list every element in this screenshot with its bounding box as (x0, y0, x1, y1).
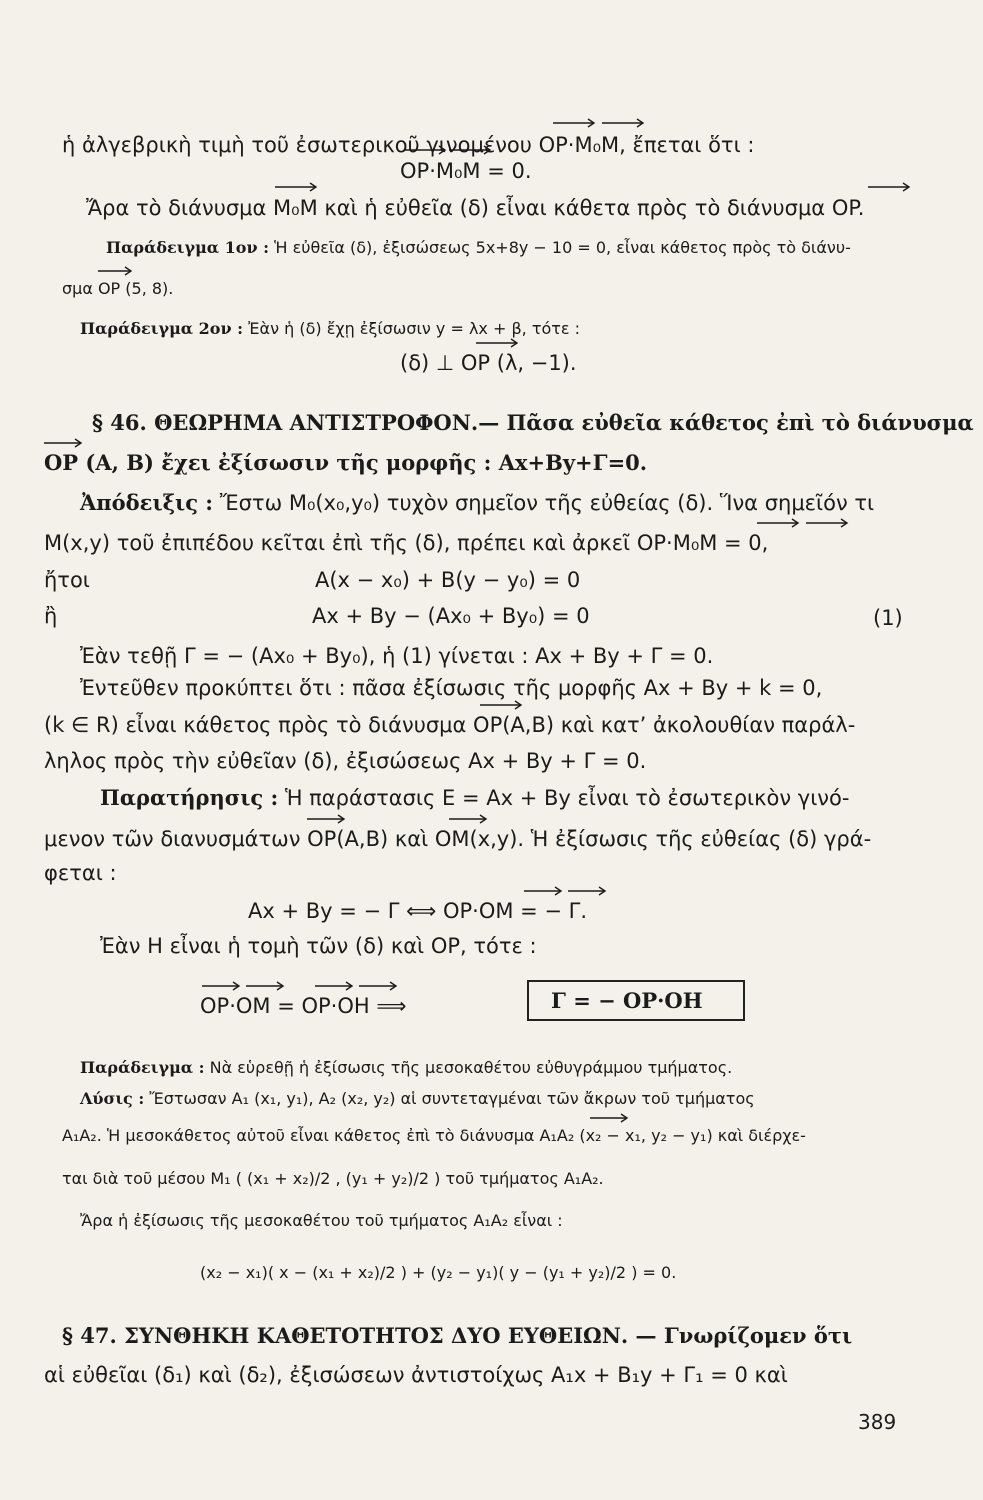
boxed-result: Γ = − OP·OH (527, 980, 745, 1021)
text-line: ἡ ἀλγεβρικὴ τιμὴ τοῦ ἐσωτερικοῦ γινομένου OP·M₀M, ἔπεται ὅτι : (62, 133, 755, 157)
remark-line (100, 785, 849, 811)
text-line: αἱ εὐθεῖαι (δ₁) καὶ (δ₂), ἐξισώσεων ἀντιστοίχως A₁x + B₁y + Γ₁ = 0 καὶ (44, 1363, 788, 1387)
text-line: (k ∈ R) εἶναι κάθετος πρὸς τὸ διάνυσμα OP(A,B) καὶ κατ’ ἀκολουθίαν παράλ- (44, 713, 856, 737)
equation-line: (δ) ⊥ OP (λ, −1). (400, 351, 577, 375)
remark-text: Ἡ παράστασις E = Ax + By εἶναι τὸ ἐσωτερικὸν γινό- (284, 786, 850, 810)
example-text: Ἡ εὐθεῖα (δ), ἐξισώσεως 5x+8y − 10 = 0, εἶναι κάθετος πρὸς τὸ διάνυ- (274, 238, 851, 257)
remark-label: Παρατήρησις : (100, 785, 279, 810)
proof-line (80, 490, 874, 516)
vector-arrow-icon (315, 980, 355, 992)
example-text: Νὰ εὑρεθῇ ἡ ἐξίσωσις τῆς μεσοκαθέτου εὐθυγράμμου τμήματος. (209, 1058, 733, 1077)
text-line: ἤτοι (44, 568, 90, 592)
vector-arrow-icon (868, 181, 912, 193)
equation-line: OP·OM = OP·OH ⟹ (200, 994, 407, 1018)
solution-label: Λύσις : (80, 1089, 145, 1108)
vector-arrow-icon (757, 517, 801, 529)
text-line: μενον τῶν διανυσμάτων OP(A,B) καὶ OM(x,y). Ἡ ἐξίσωσις τῆς εὐθείας (δ) γρά- (44, 827, 872, 851)
text-line: ται διὰ τοῦ μέσου M₁ ( (x₁ + x₂)/2 , (y₁ + y₂)/2 ) τοῦ τμήματος A₁A₂. (62, 1169, 604, 1188)
text-line: Ἐὰν τεθῇ Γ = − (Ax₀ + By₀), ἡ (1) γίνεται : Ax + By + Γ = 0. (80, 644, 714, 668)
vector-arrow-icon (806, 517, 850, 529)
equation-line: A(x − x₀) + B(y − y₀) = 0 (315, 568, 581, 592)
text-line: ληλος πρὸς τὴν εὐθεῖαν (δ), ἐξισώσεως Ax + By + Γ = 0. (44, 749, 647, 773)
proof-text: Ἔστω M₀(x₀,y₀) τυχὸν σημεῖον τῆς εὐθείας (δ). Ἵνα σημεῖόν τι (219, 491, 875, 515)
text-line: Ἐντεῦθεν προκύπτει ὅτι : πᾶσα ἐξίσωσις τῆς μορφῆς Ax + By + k = 0, (80, 676, 823, 700)
proof-label: Ἀπόδειξις : (80, 490, 214, 515)
vector-arrow-icon (568, 885, 608, 897)
example-3 (80, 1057, 732, 1079)
equation-line: (x₂ − x₁)( x − (x₁ + x₂)/2 ) + (y₂ − y₁)( y − (y₁ + y₂)/2 ) = 0. (200, 1263, 677, 1282)
vector-arrow-icon (44, 437, 84, 449)
solution-line (80, 1088, 755, 1110)
example-1 (106, 237, 851, 259)
vector-arrow-icon (404, 144, 448, 156)
vector-arrow-icon (449, 144, 493, 156)
vector-arrow-icon (246, 980, 286, 992)
section-47-heading: § 47. ΣΥΝΘΗΚΗ ΚΑΘΕΤΟΤΗΤΟΣ ΔΥΟ ΕΥΘΕΙΩΝ. — Γνωρίζομεν ὅτι (62, 1323, 853, 1348)
vector-arrow-icon (98, 265, 134, 277)
text-line: σμα OP (5, 8). (62, 279, 174, 298)
text-line: φεται : (44, 861, 117, 885)
example-text: Ἐὰν ἡ (δ) ἔχῃ ἐξίσωσιν y = λx + β, τότε : (248, 319, 581, 338)
text-line: Ἐὰν H εἶναι ἡ τομὴ τῶν (δ) καὶ OP, τότε : (100, 934, 537, 958)
equation-line: Ax + By − (Ax₀ + By₀) = 0 (312, 604, 590, 628)
equation-line: OP·M₀M = 0. (400, 159, 532, 183)
section-46-heading: § 46. ΘΕΩΡΗΜΑ ΑΝΤΙΣΤΡΟΦΟΝ.— Πᾶσα εὐθεῖα κάθετος ἐπὶ τὸ διάνυσμα (92, 410, 974, 435)
vector-arrow-icon (202, 980, 242, 992)
text-line: ἢ (44, 604, 58, 628)
example-label: Παράδειγμα 2ον : (80, 319, 244, 338)
vector-arrow-icon (307, 813, 347, 825)
text-line: Ἄρα τὸ διάνυσμα M₀M καὶ ἡ εὐθεῖα (δ) εἶναι κάθετα πρὸς τὸ διάνυσμα OP. (86, 196, 865, 220)
solution-text: Ἔστωσαν A₁ (x₁, y₁), A₂ (x₂, y₂) αἱ συντεταγμέναι τῶν ἄκρων τοῦ τμήματος (149, 1089, 755, 1108)
section-46-statement: OP (A, B) ἔχει ἐξίσωσιν τῆς μορφῆς : Ax+By+Γ=0. (44, 450, 648, 475)
text-line: Ἄρα ἡ ἐξίσωσις τῆς μεσοκαθέτου τοῦ τμήματος A₁A₂ εἶναι : (80, 1211, 563, 1230)
vector-arrow-icon (480, 699, 524, 711)
text-line: A₁A₂. Ἡ μεσοκάθετος αὐτοῦ εἶναι κάθετος ἐπὶ τὸ διάνυσμα A₁A₂ (x₂ − x₁, y₂ − y₁) καὶ διέρχε- (62, 1126, 806, 1145)
page-number: 389 (858, 1410, 897, 1434)
vector-arrow-icon (602, 117, 646, 129)
equation-line: Ax + By = − Γ ⟺ OP·OM = − Γ. (248, 899, 588, 923)
vector-arrow-icon (359, 980, 399, 992)
vector-arrow-icon (590, 1112, 630, 1124)
vector-arrow-icon (476, 337, 520, 349)
vector-arrow-icon (449, 813, 489, 825)
vector-arrow-icon (553, 117, 597, 129)
text-line: M(x,y) τοῦ ἐπιπέδου κεῖται ἐπὶ τῆς (δ), πρέπει καὶ ἀρκεῖ OP·M₀M = 0, (44, 531, 769, 555)
equation-number: (1) (873, 606, 903, 630)
example-label: Παράδειγμα : (80, 1058, 205, 1077)
vector-arrow-icon (275, 181, 319, 193)
example-label: Παράδειγμα 1ον : (106, 238, 270, 257)
vector-arrow-icon (524, 885, 564, 897)
